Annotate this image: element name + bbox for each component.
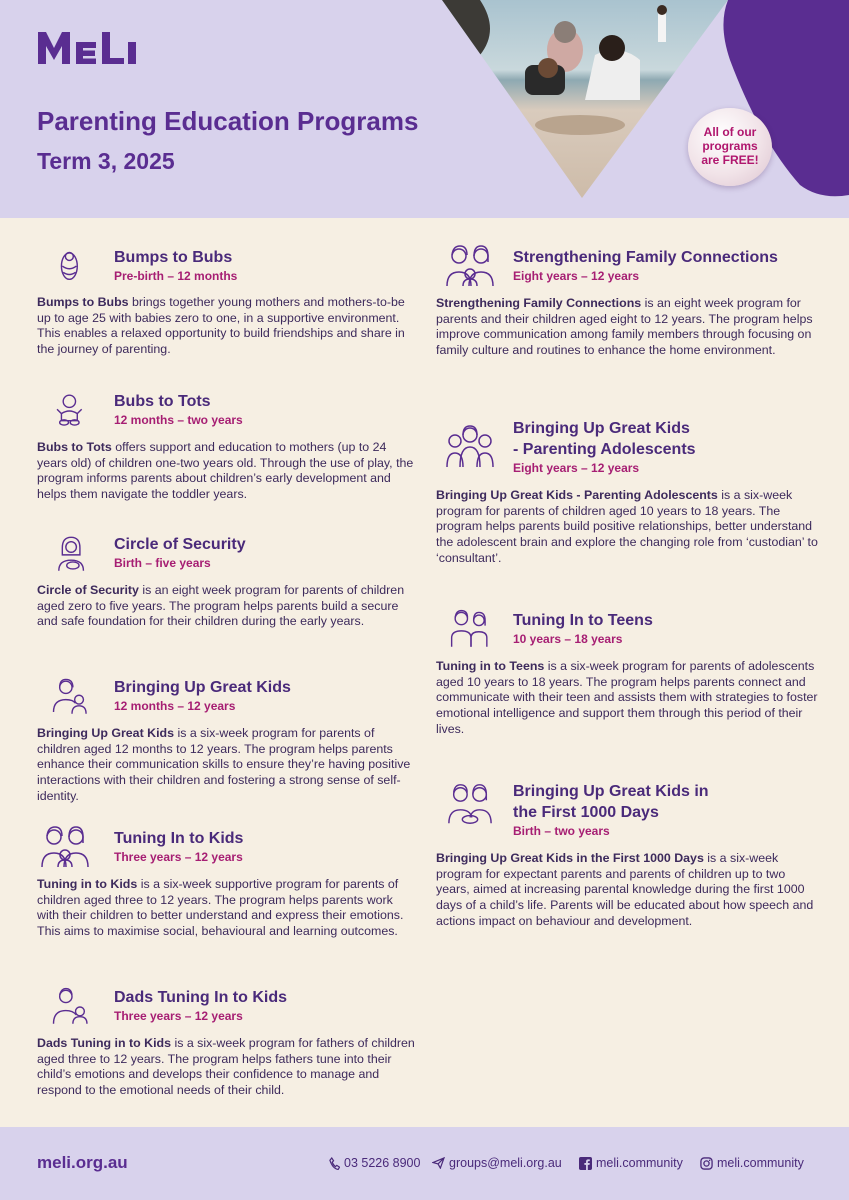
program-title: Dads Tuning In to Kids bbox=[114, 989, 288, 1006]
meli-logo-mark bbox=[36, 28, 140, 66]
program-description bbox=[436, 296, 821, 359]
program-name-bold: Dads Tuning in to Kids bbox=[37, 1036, 171, 1050]
program-name-bold: Strengthening Family Connections bbox=[436, 296, 642, 310]
instagram-icon bbox=[700, 1157, 713, 1170]
program-age-range: Pre-birth – 12 months bbox=[114, 269, 238, 283]
phone-number: 03 5226 8900 bbox=[344, 1156, 421, 1170]
program-title: Bumps to Bubs bbox=[114, 249, 233, 266]
program-name-bold: Bringing Up Great Kids in the First 1000 Days bbox=[436, 851, 704, 865]
swaddled-baby-icon bbox=[50, 242, 94, 292]
program-first-1000-days bbox=[436, 776, 831, 936]
program-description bbox=[37, 295, 417, 358]
program-desc-text: is an eight week program for parents and their children aged eight to 12 years. The program helps improve communication among family members through focusing on family culture and routines to enhance the home environment. bbox=[436, 296, 813, 358]
family-group-icon bbox=[444, 242, 496, 292]
program-age-range: Three years – 12 years bbox=[114, 850, 243, 864]
instagram-handle: meli.community bbox=[717, 1156, 804, 1170]
program-desc-text: brings together young mothers and mothers-to-be up to age 25 with babies zero to one, in a supportive environment. This enables a relaxed opportunity to build friendships and share in the journey of parenting. bbox=[37, 295, 405, 357]
program-description bbox=[436, 851, 821, 930]
program-title-line-1: Bringing Up Great Kids bbox=[513, 420, 690, 437]
program-age-range: 10 years – 18 years bbox=[513, 632, 623, 646]
program-title: Bubs to Tots bbox=[114, 393, 211, 410]
website-link[interactable]: meli.org.au bbox=[37, 1153, 128, 1172]
program-desc-text: is a six-week program for expectant parents and parents of children up to two years, aimed at increasing parental knowledge during the first 1000 days of a child’s life. Parents will be educated about how speech and actions impact on behaviour and development. bbox=[436, 851, 814, 928]
program-parenting-adolescents bbox=[436, 413, 831, 573]
header-banner bbox=[0, 0, 849, 218]
program-name-bold: Tuning in to Kids bbox=[37, 877, 138, 891]
program-title-line-2: - Parenting Adolescents bbox=[513, 441, 696, 458]
program-circle-of-security bbox=[37, 529, 427, 649]
program-dads-tuning-in-to-kids bbox=[37, 982, 427, 1102]
family-icon bbox=[37, 823, 93, 873]
program-description bbox=[37, 440, 417, 503]
program-desc-text: is a six-week supportive program for parents of children aged three to 12 years. The program helps parents work with their children to better understand and express their emotions. This aims to maximise social, behavioural and learning outcomes. bbox=[37, 877, 404, 939]
program-title: Bringing Up Great Kids bbox=[114, 679, 291, 696]
program-desc-text: is an eight week program for parents of children aged zero to five years. The program helps parents build a secure and safe foundation for their children during the early years. bbox=[37, 583, 405, 629]
program-description bbox=[436, 659, 821, 738]
program-age-range: Birth – five years bbox=[114, 556, 211, 570]
program-strengthening-family-connections bbox=[436, 242, 831, 382]
send-icon bbox=[432, 1157, 445, 1169]
program-description bbox=[37, 583, 417, 630]
program-tuning-in-to-kids bbox=[37, 823, 427, 963]
program-tuning-in-to-teens bbox=[436, 605, 831, 745]
program-title: Tuning In to Kids bbox=[114, 830, 244, 847]
toddler-icon bbox=[50, 386, 94, 436]
program-description bbox=[436, 488, 821, 567]
parent-teen-icon bbox=[449, 605, 493, 655]
parent-child-icon bbox=[50, 672, 94, 722]
email-address: groups@meli.org.au bbox=[449, 1156, 562, 1170]
program-name-bold: Bringing Up Great Kids bbox=[37, 726, 174, 740]
family-trio-icon bbox=[444, 423, 496, 473]
program-name-bold: Tuning in to Teens bbox=[436, 659, 545, 673]
program-description bbox=[37, 1036, 417, 1099]
facebook-contact[interactable] bbox=[579, 1156, 683, 1170]
program-age-range: Eight years – 12 years bbox=[513, 461, 640, 475]
program-name-bold: Bubs to Tots bbox=[37, 440, 112, 454]
program-bubs-to-tots bbox=[37, 386, 427, 506]
program-desc-text: offers support and education to mothers (up to 24 years old) of children one-two years old. Through the use of play, the program informs parents about children’s early development and helps them navigate the toddler years. bbox=[37, 440, 414, 502]
family-beach-photo bbox=[430, 0, 730, 200]
program-title-line-2: the First 1000 Days bbox=[513, 804, 659, 821]
program-title: Tuning In to Teens bbox=[513, 612, 653, 629]
page-title: Parenting Education Programs bbox=[37, 106, 419, 136]
program-age-range: Birth – two years bbox=[513, 824, 610, 838]
program-name-bold: Circle of Security bbox=[37, 583, 139, 597]
footer-bar bbox=[0, 1127, 849, 1200]
program-title: Strengthening Family Connections bbox=[513, 249, 778, 266]
program-title: Circle of Security bbox=[114, 536, 246, 553]
instagram-contact[interactable] bbox=[700, 1156, 804, 1170]
program-desc-text: is a six-week program for fathers of children aged three to 12 years. The program helps fathers tune into their child’s emotions and develops their confidence to manage and respond to the emotional needs of their child. bbox=[37, 1036, 415, 1098]
program-name-bold: Bringing Up Great Kids - Parenting Adolescents bbox=[436, 488, 718, 502]
phone-icon bbox=[329, 1157, 340, 1170]
free-programs-badge: All of our programs are FREE! bbox=[688, 108, 772, 186]
phone-contact[interactable] bbox=[329, 1156, 420, 1170]
page-subtitle: Term 3, 2025 bbox=[37, 148, 175, 174]
program-age-range: 12 months – 12 years bbox=[114, 699, 236, 713]
father-child-icon bbox=[50, 982, 94, 1032]
program-age-range: Three years – 12 years bbox=[114, 1009, 243, 1023]
program-age-range: Eight years – 12 years bbox=[513, 269, 640, 283]
program-desc-text: is a six-week program for parents of children aged 12 months to 12 years. The program helps parents enhance their communication skills to ensure they’re having positive interactions with their children and fostering a strong sense of self-identity. bbox=[37, 726, 411, 803]
program-bringing-up-great-kids bbox=[37, 672, 427, 812]
program-desc-text: is a six-week program for parents of adolescents aged 10 years to 18 years. The program helps parents connect and communicate with their teen and assists them with strategies to foster emotional intelligence and support them through this period of their lives. bbox=[436, 659, 818, 736]
facebook-icon bbox=[579, 1157, 592, 1170]
program-description bbox=[37, 726, 417, 805]
mother-baby-icon bbox=[50, 529, 94, 579]
parents-baby-icon bbox=[446, 780, 494, 830]
program-title-line-1: Bringing Up Great Kids in bbox=[513, 783, 709, 800]
program-age-range: 12 months – two years bbox=[114, 413, 243, 427]
program-description bbox=[37, 877, 417, 940]
program-name-bold: Bumps to Bubs bbox=[37, 295, 129, 309]
program-bumps-to-bubs bbox=[37, 242, 427, 362]
facebook-handle: meli.community bbox=[596, 1156, 683, 1170]
meli-logo[interactable] bbox=[36, 28, 140, 76]
program-desc-text: is a six-week program for parents of children aged 10 years to 18 years. The program helps parents build positive relationships, better understand the adolescent brain and explore the changing role from ‘custodian’ to ‘consultant’. bbox=[436, 488, 818, 565]
email-contact[interactable] bbox=[432, 1156, 562, 1170]
